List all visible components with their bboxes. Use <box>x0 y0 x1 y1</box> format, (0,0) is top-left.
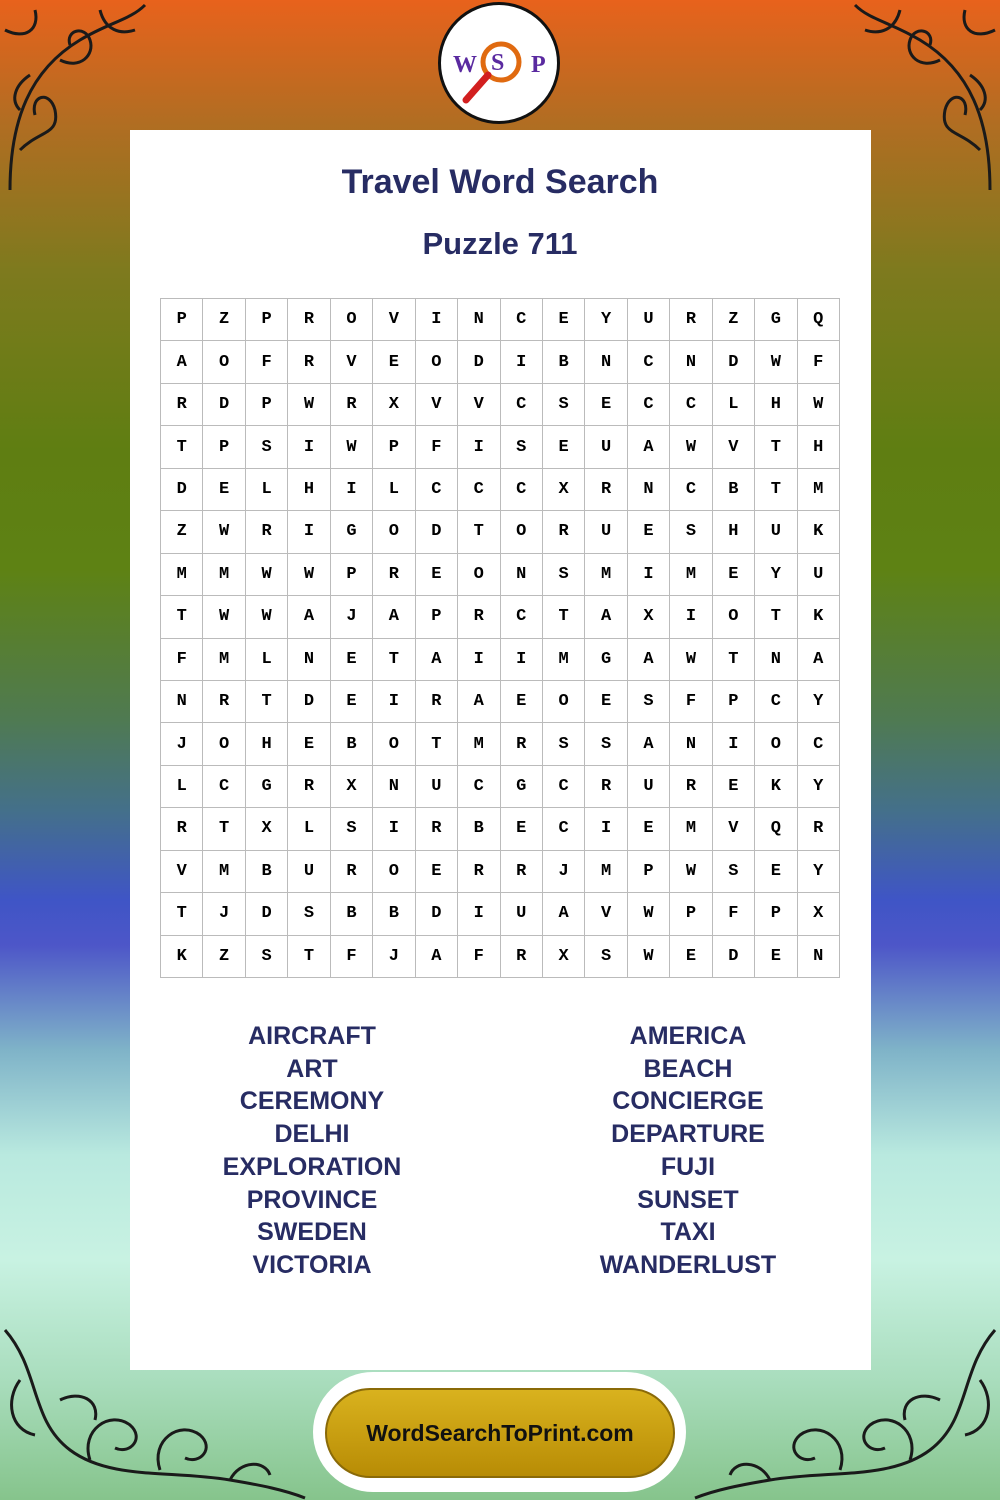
grid-cell[interactable]: F <box>713 893 755 935</box>
grid-cell[interactable]: R <box>416 681 458 723</box>
grid-cell[interactable]: I <box>416 299 458 341</box>
grid-cell[interactable]: B <box>331 723 373 765</box>
word-list-item: TAXI <box>660 1218 716 1247</box>
grid-cell[interactable]: R <box>331 851 373 893</box>
grid-cell[interactable]: L <box>246 639 288 681</box>
grid-cell[interactable]: I <box>628 554 670 596</box>
grid-cell[interactable]: M <box>670 808 712 850</box>
grid-cell[interactable]: C <box>628 341 670 383</box>
logo-letter-p: P <box>531 52 546 78</box>
grid-cell[interactable]: P <box>331 554 373 596</box>
grid-cell[interactable]: R <box>288 341 330 383</box>
grid-cell[interactable]: N <box>458 299 500 341</box>
grid-cell[interactable]: M <box>161 554 203 596</box>
grid-cell[interactable]: A <box>628 723 670 765</box>
grid-cell[interactable]: M <box>458 723 500 765</box>
grid-cell[interactable]: I <box>501 639 543 681</box>
grid-cell[interactable]: S <box>501 426 543 468</box>
grid-cell[interactable]: E <box>501 681 543 723</box>
grid-cell[interactable]: M <box>798 469 840 511</box>
grid-cell[interactable]: E <box>501 808 543 850</box>
grid-cell[interactable]: D <box>288 681 330 723</box>
grid-cell[interactable]: E <box>416 851 458 893</box>
grid-cell[interactable]: O <box>203 341 245 383</box>
grid-cell[interactable]: C <box>501 596 543 638</box>
grid-cell[interactable]: F <box>458 936 500 978</box>
grid-cell[interactable]: T <box>246 681 288 723</box>
page-title: Travel Word Search <box>341 163 659 201</box>
letter-grid <box>160 298 840 978</box>
grid-cell[interactable]: U <box>416 766 458 808</box>
grid-cell[interactable]: A <box>798 639 840 681</box>
grid-cell[interactable]: D <box>713 936 755 978</box>
logo-letter-s: S <box>491 50 505 76</box>
grid-cell[interactable]: V <box>713 808 755 850</box>
grid-cell[interactable]: G <box>331 511 373 553</box>
grid-cell[interactable]: T <box>755 469 797 511</box>
grid-cell[interactable]: Y <box>798 851 840 893</box>
site-logo[interactable] <box>438 2 560 124</box>
grid-cell[interactable]: O <box>203 723 245 765</box>
grid-cell[interactable]: P <box>755 893 797 935</box>
grid-cell[interactable]: T <box>161 596 203 638</box>
grid-cell[interactable]: P <box>246 299 288 341</box>
word-list-item: AMERICA <box>629 1022 747 1050</box>
grid-cell[interactable]: U <box>798 554 840 596</box>
grid-cell[interactable]: S <box>543 723 585 765</box>
grid-cell[interactable]: T <box>755 596 797 638</box>
grid-cell[interactable]: W <box>246 596 288 638</box>
grid-cell[interactable]: X <box>373 384 415 426</box>
grid-cell[interactable]: P <box>161 299 203 341</box>
word-list-item: VICTORIA <box>252 1250 372 1279</box>
grid-cell[interactable]: O <box>373 851 415 893</box>
grid-cell[interactable]: U <box>288 851 330 893</box>
grid-cell[interactable]: T <box>416 723 458 765</box>
grid-cell[interactable]: C <box>501 299 543 341</box>
grid-cell[interactable]: I <box>458 893 500 935</box>
grid-cell[interactable]: J <box>543 851 585 893</box>
grid-cell[interactable]: V <box>713 426 755 468</box>
grid-cell[interactable]: S <box>288 893 330 935</box>
grid-cell[interactable]: N <box>670 723 712 765</box>
grid-cell[interactable]: F <box>246 341 288 383</box>
grid-cell[interactable]: T <box>543 596 585 638</box>
grid-cell[interactable]: P <box>203 426 245 468</box>
grid-cell[interactable]: B <box>373 893 415 935</box>
grid-cell[interactable]: S <box>543 554 585 596</box>
grid-cell[interactable]: B <box>246 851 288 893</box>
grid-cell[interactable]: R <box>203 681 245 723</box>
grid-cell[interactable]: E <box>288 723 330 765</box>
grid-cell[interactable]: H <box>246 723 288 765</box>
logo-letter-w: W <box>453 52 477 78</box>
grid-cell[interactable]: C <box>501 469 543 511</box>
grid-cell[interactable]: H <box>755 384 797 426</box>
grid-cell[interactable]: I <box>501 341 543 383</box>
grid-cell[interactable]: C <box>543 808 585 850</box>
grid-cell[interactable]: E <box>585 681 627 723</box>
grid-cell[interactable]: W <box>670 851 712 893</box>
grid-cell[interactable]: H <box>288 469 330 511</box>
word-list-right <box>538 1020 838 1282</box>
grid-cell[interactable]: W <box>246 554 288 596</box>
grid-cell[interactable]: C <box>628 384 670 426</box>
grid-cell[interactable]: M <box>203 554 245 596</box>
grid-cell[interactable]: D <box>246 893 288 935</box>
grid-cell[interactable]: E <box>585 384 627 426</box>
grid-cell[interactable]: A <box>628 426 670 468</box>
grid-cell[interactable]: W <box>628 936 670 978</box>
word-list-item: AIRCRAFT <box>248 1022 376 1050</box>
grid-cell[interactable]: I <box>373 681 415 723</box>
grid-cell[interactable]: C <box>670 469 712 511</box>
word-list-item: DEPARTURE <box>611 1120 765 1149</box>
word-list-item: FUJI <box>660 1152 716 1181</box>
grid-cell[interactable]: I <box>713 723 755 765</box>
grid-cell[interactable]: J <box>373 936 415 978</box>
grid-cell[interactable]: O <box>373 723 415 765</box>
grid-cell[interactable]: V <box>373 299 415 341</box>
grid-cell[interactable]: U <box>501 893 543 935</box>
grid-cell[interactable]: K <box>798 511 840 553</box>
grid-cell[interactable]: T <box>288 936 330 978</box>
grid-cell[interactable]: R <box>161 384 203 426</box>
grid-cell[interactable]: F <box>670 681 712 723</box>
word-list-item: BEACH <box>643 1054 733 1083</box>
grid-cell[interactable]: J <box>161 723 203 765</box>
grid-cell[interactable]: I <box>458 639 500 681</box>
grid-cell[interactable]: R <box>458 596 500 638</box>
grid-cell[interactable]: N <box>161 681 203 723</box>
grid-cell[interactable]: N <box>798 936 840 978</box>
grid-cell[interactable]: R <box>373 554 415 596</box>
grid-cell[interactable]: B <box>331 893 373 935</box>
grid-cell[interactable]: W <box>670 426 712 468</box>
grid-cell[interactable]: C <box>416 469 458 511</box>
grid-cell[interactable]: M <box>203 851 245 893</box>
grid-cell[interactable]: U <box>585 426 627 468</box>
grid-cell[interactable]: X <box>798 893 840 935</box>
word-list-item: SUNSET <box>637 1185 739 1214</box>
word-list-item: CEREMONY <box>239 1087 385 1116</box>
grid-cell[interactable]: V <box>585 893 627 935</box>
grid-cell[interactable]: I <box>331 469 373 511</box>
grid-cell[interactable]: C <box>543 766 585 808</box>
grid-cell[interactable]: I <box>458 426 500 468</box>
grid-cell[interactable]: K <box>161 936 203 978</box>
grid-cell[interactable]: E <box>416 554 458 596</box>
grid-cell[interactable]: P <box>713 681 755 723</box>
word-list-item: ART <box>286 1054 338 1083</box>
grid-cell[interactable]: T <box>373 639 415 681</box>
grid-cell[interactable]: W <box>670 639 712 681</box>
grid-cell[interactable]: U <box>628 299 670 341</box>
grid-cell[interactable]: D <box>416 511 458 553</box>
grid-cell[interactable]: M <box>543 639 585 681</box>
grid-cell[interactable]: H <box>798 426 840 468</box>
grid-cell[interactable]: Y <box>798 766 840 808</box>
grid-cell[interactable]: V <box>161 851 203 893</box>
grid-cell[interactable]: N <box>288 639 330 681</box>
grid-cell[interactable]: W <box>331 426 373 468</box>
grid-cell[interactable]: R <box>288 766 330 808</box>
grid-cell[interactable]: W <box>288 384 330 426</box>
grid-cell[interactable]: C <box>755 681 797 723</box>
grid-cell[interactable]: P <box>373 426 415 468</box>
grid-cell[interactable]: E <box>543 426 585 468</box>
grid-cell[interactable]: I <box>670 596 712 638</box>
grid-cell[interactable]: A <box>161 341 203 383</box>
grid-cell[interactable]: X <box>543 469 585 511</box>
grid-cell[interactable]: T <box>161 893 203 935</box>
grid-cell[interactable]: O <box>458 554 500 596</box>
grid-cell[interactable]: A <box>416 936 458 978</box>
grid-cell[interactable]: C <box>798 723 840 765</box>
grid-cell[interactable]: W <box>288 554 330 596</box>
grid-cell[interactable]: M <box>585 554 627 596</box>
grid-cell[interactable]: N <box>755 639 797 681</box>
grid-cell[interactable]: T <box>203 808 245 850</box>
grid-cell[interactable]: Y <box>585 299 627 341</box>
grid-cell[interactable]: E <box>713 766 755 808</box>
grid-cell[interactable]: Y <box>755 554 797 596</box>
grid-cell[interactable]: R <box>798 808 840 850</box>
grid-cell[interactable]: E <box>543 299 585 341</box>
grid-cell[interactable]: R <box>501 936 543 978</box>
grid-cell[interactable]: S <box>543 384 585 426</box>
grid-cell[interactable]: S <box>670 511 712 553</box>
grid-cell[interactable]: H <box>713 511 755 553</box>
grid-cell[interactable]: O <box>755 723 797 765</box>
grid-cell[interactable]: Q <box>755 808 797 850</box>
grid-cell[interactable]: R <box>585 469 627 511</box>
word-list-item: SWEDEN <box>257 1218 367 1247</box>
grid-cell[interactable]: T <box>161 426 203 468</box>
grid-cell[interactable]: C <box>670 384 712 426</box>
grid-cell[interactable]: R <box>501 723 543 765</box>
grid-cell[interactable]: Z <box>161 511 203 553</box>
grid-cell[interactable]: X <box>543 936 585 978</box>
grid-cell[interactable]: N <box>585 341 627 383</box>
grid-cell[interactable]: R <box>288 299 330 341</box>
grid-cell[interactable]: E <box>628 511 670 553</box>
grid-cell[interactable]: X <box>628 596 670 638</box>
grid-cell[interactable]: F <box>416 426 458 468</box>
grid-cell[interactable]: Q <box>798 299 840 341</box>
grid-cell[interactable]: M <box>585 851 627 893</box>
grid-cell[interactable]: E <box>331 639 373 681</box>
grid-cell[interactable]: S <box>713 851 755 893</box>
grid-cell[interactable]: K <box>798 596 840 638</box>
grid-cell[interactable]: A <box>288 596 330 638</box>
grid-cell[interactable]: S <box>246 426 288 468</box>
grid-cell[interactable]: Y <box>798 681 840 723</box>
grid-cell[interactable]: P <box>670 893 712 935</box>
word-list-left <box>162 1020 462 1282</box>
grid-cell[interactable]: Z <box>713 299 755 341</box>
grid-cell[interactable]: X <box>246 808 288 850</box>
grid-cell[interactable]: O <box>331 299 373 341</box>
website-link-button[interactable]: WordSearchToPrint.com <box>325 1388 675 1478</box>
grid-cell[interactable]: D <box>203 384 245 426</box>
word-list-item: DELHI <box>274 1120 350 1149</box>
grid-cell[interactable]: C <box>458 766 500 808</box>
grid-cell[interactable]: A <box>373 596 415 638</box>
grid-cell[interactable]: C <box>458 469 500 511</box>
grid-cell[interactable]: A <box>585 596 627 638</box>
grid-cell[interactable]: E <box>713 554 755 596</box>
grid-cell[interactable]: L <box>713 384 755 426</box>
grid-cell[interactable]: T <box>713 639 755 681</box>
grid-cell[interactable]: O <box>713 596 755 638</box>
grid-cell[interactable]: N <box>373 766 415 808</box>
grid-cell[interactable]: I <box>585 808 627 850</box>
grid-cell[interactable]: U <box>585 511 627 553</box>
grid-cell[interactable]: N <box>501 554 543 596</box>
grid-cell[interactable]: U <box>755 511 797 553</box>
grid-cell[interactable]: B <box>458 808 500 850</box>
grid-cell[interactable]: M <box>203 639 245 681</box>
grid-cell[interactable]: N <box>628 469 670 511</box>
grid-cell[interactable]: L <box>373 469 415 511</box>
grid-cell[interactable]: M <box>670 554 712 596</box>
grid-cell[interactable]: S <box>246 936 288 978</box>
grid-cell[interactable]: D <box>416 893 458 935</box>
grid-cell[interactable]: C <box>501 384 543 426</box>
grid-cell[interactable]: R <box>670 766 712 808</box>
grid-cell[interactable]: P <box>416 596 458 638</box>
grid-cell[interactable]: B <box>713 469 755 511</box>
grid-cell[interactable]: K <box>755 766 797 808</box>
puzzle-number: Puzzle 711 <box>422 226 578 261</box>
grid-cell[interactable]: E <box>373 341 415 383</box>
grid-cell[interactable]: E <box>755 851 797 893</box>
grid-cell[interactable]: D <box>713 341 755 383</box>
grid-cell[interactable]: R <box>543 511 585 553</box>
grid-cell[interactable]: I <box>373 808 415 850</box>
grid-cell[interactable]: N <box>670 341 712 383</box>
grid-cell[interactable]: T <box>458 511 500 553</box>
grid-cell[interactable]: E <box>628 808 670 850</box>
grid-cell[interactable]: W <box>203 596 245 638</box>
grid-cell[interactable]: J <box>331 596 373 638</box>
word-list-item: PROVINCE <box>246 1185 378 1214</box>
grid-cell[interactable]: G <box>501 766 543 808</box>
grid-cell[interactable]: X <box>331 766 373 808</box>
grid-cell[interactable]: O <box>373 511 415 553</box>
grid-cell[interactable]: L <box>288 808 330 850</box>
grid-cell[interactable]: P <box>246 384 288 426</box>
grid-cell[interactable]: E <box>331 681 373 723</box>
grid-cell[interactable]: E <box>755 936 797 978</box>
grid-cell[interactable]: S <box>585 723 627 765</box>
grid-cell[interactable]: W <box>755 341 797 383</box>
word-list-item: EXPLORATION <box>222 1152 402 1181</box>
grid-cell[interactable]: J <box>203 893 245 935</box>
grid-cell[interactable]: S <box>585 936 627 978</box>
grid-cell[interactable]: D <box>161 469 203 511</box>
grid-cell[interactable]: R <box>501 851 543 893</box>
grid-cell[interactable]: E <box>670 936 712 978</box>
grid-cell[interactable]: L <box>161 766 203 808</box>
grid-cell[interactable]: L <box>246 469 288 511</box>
grid-cell[interactable]: I <box>288 426 330 468</box>
grid-cell[interactable]: V <box>416 384 458 426</box>
grid-cell[interactable]: G <box>585 639 627 681</box>
grid-cell[interactable]: A <box>416 639 458 681</box>
grid-cell[interactable]: F <box>331 936 373 978</box>
grid-cell[interactable]: O <box>416 341 458 383</box>
grid-cell[interactable]: O <box>501 511 543 553</box>
grid-cell[interactable]: V <box>331 341 373 383</box>
grid-cell[interactable]: I <box>288 511 330 553</box>
grid-cell[interactable]: T <box>755 426 797 468</box>
grid-cell[interactable]: R <box>246 511 288 553</box>
grid-cell[interactable]: B <box>543 341 585 383</box>
grid-cell[interactable]: E <box>203 469 245 511</box>
grid-cell[interactable]: P <box>628 851 670 893</box>
grid-cell[interactable]: A <box>458 681 500 723</box>
grid-cell[interactable]: Z <box>203 299 245 341</box>
grid-cell[interactable]: V <box>458 384 500 426</box>
grid-cell[interactable]: D <box>458 341 500 383</box>
grid-cell[interactable]: R <box>161 808 203 850</box>
grid-cell[interactable]: S <box>628 681 670 723</box>
grid-cell[interactable]: R <box>585 766 627 808</box>
grid-cell[interactable]: W <box>628 893 670 935</box>
grid-cell[interactable]: U <box>628 766 670 808</box>
grid-cell[interactable]: G <box>246 766 288 808</box>
grid-cell[interactable]: A <box>628 639 670 681</box>
grid-cell[interactable]: O <box>543 681 585 723</box>
grid-cell[interactable]: S <box>331 808 373 850</box>
grid-cell[interactable]: W <box>203 511 245 553</box>
grid-cell[interactable]: R <box>416 808 458 850</box>
grid-cell[interactable]: R <box>670 299 712 341</box>
grid-cell[interactable]: A <box>543 893 585 935</box>
grid-cell[interactable]: C <box>203 766 245 808</box>
grid-cell[interactable]: F <box>161 639 203 681</box>
grid-cell[interactable]: R <box>331 384 373 426</box>
grid-cell[interactable]: R <box>458 851 500 893</box>
grid-cell[interactable]: Z <box>203 936 245 978</box>
grid-cell[interactable]: F <box>798 341 840 383</box>
word-list-item: CONCIERGE <box>612 1087 764 1116</box>
word-list-item: WANDERLUST <box>599 1250 777 1279</box>
grid-cell[interactable]: W <box>798 384 840 426</box>
grid-cell[interactable]: G <box>755 299 797 341</box>
